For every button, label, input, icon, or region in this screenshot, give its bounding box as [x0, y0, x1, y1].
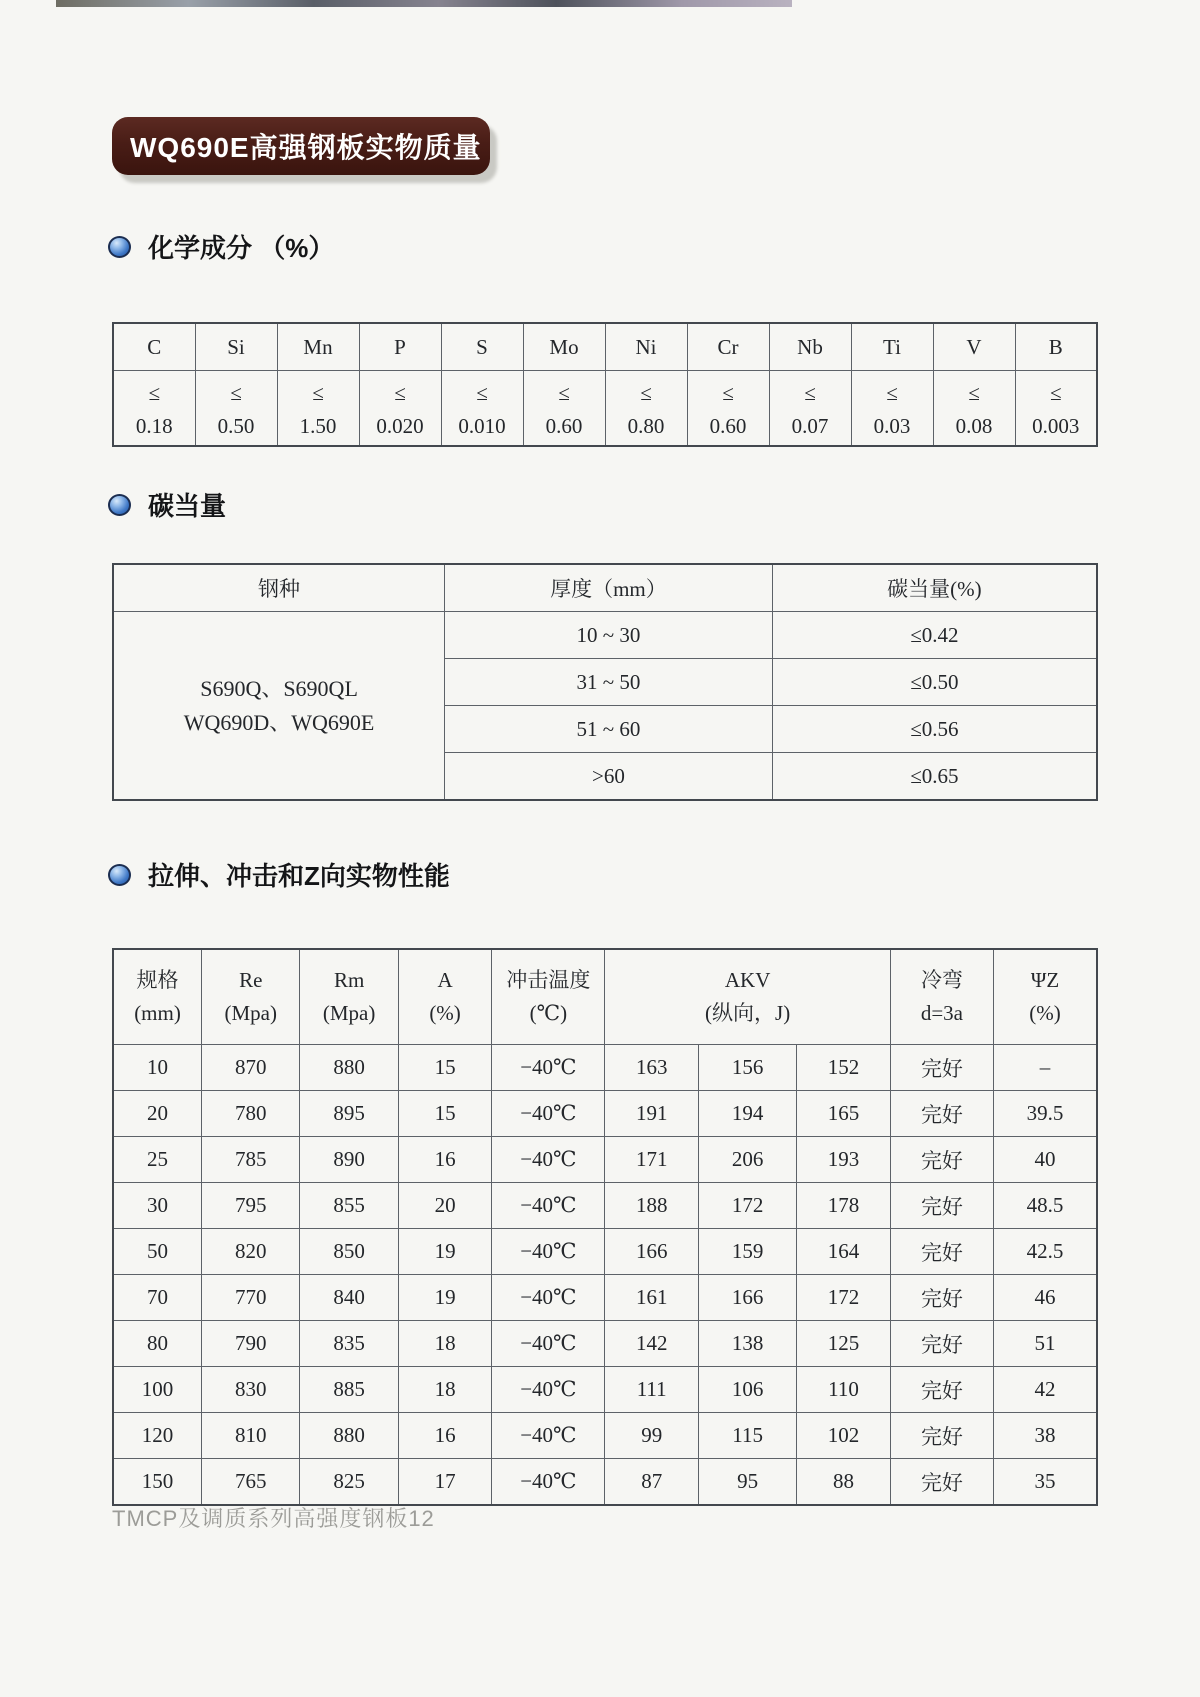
ceq-cell: ≤0.65 — [772, 753, 1097, 801]
table-cell: 115 — [698, 1413, 796, 1459]
element-header: Ni — [605, 323, 687, 371]
bullet-sphere-icon — [108, 236, 131, 258]
table-cell: 完好 — [890, 1091, 993, 1137]
limit-symbol: ≤ — [476, 381, 488, 405]
table-cell: 18 — [398, 1367, 491, 1413]
table-cell: 150 — [113, 1459, 202, 1506]
limit-symbol: ≤ — [640, 381, 652, 405]
table-cell: 895 — [300, 1091, 398, 1137]
carbon-equivalent-table — [112, 563, 1098, 801]
table-cell: −40℃ — [492, 1275, 605, 1321]
table-cell: 完好 — [890, 1459, 993, 1506]
table-cell: 完好 — [890, 1275, 993, 1321]
thickness-cell: 10 ~ 30 — [445, 612, 773, 659]
steel-grade-cell — [113, 612, 445, 801]
table-cell: 193 — [797, 1137, 890, 1183]
ceq-cell: ≤0.56 — [772, 706, 1097, 753]
table-cell: −40℃ — [492, 1229, 605, 1275]
limit-symbol: ≤ — [394, 381, 406, 405]
ceq-cell: ≤0.42 — [772, 612, 1097, 659]
table-cell: 790 — [202, 1321, 300, 1367]
table-cell: 152 — [797, 1045, 890, 1091]
table-row — [113, 1413, 1097, 1459]
col-header-cold-bend: 冷弯 d=3a — [890, 949, 993, 1045]
table-cell: 172 — [698, 1183, 796, 1229]
table-cell: 35 — [994, 1459, 1097, 1506]
table-cell: 188 — [605, 1183, 698, 1229]
section-title-chemistry: 化学成分 （%） — [148, 233, 335, 263]
table-cell: – — [994, 1045, 1097, 1091]
limit-value: 0.003 — [1032, 414, 1080, 438]
table-cell: 171 — [605, 1137, 698, 1183]
table-cell: 880 — [300, 1413, 398, 1459]
table-cell: 30 — [113, 1183, 202, 1229]
table-cell: 810 — [202, 1413, 300, 1459]
table-cell: 19 — [398, 1229, 491, 1275]
limit-value: 0.010 — [458, 414, 506, 438]
table-row — [113, 1229, 1097, 1275]
table-row — [113, 1137, 1097, 1183]
element-header: Si — [195, 323, 277, 371]
steel-grade-line: S690Q、S690QL — [200, 675, 358, 701]
element-limit-cell — [441, 371, 523, 447]
col-header-re: Re (Mpa) — [202, 949, 300, 1045]
table-cell: −40℃ — [492, 1137, 605, 1183]
col-header-impact-temp: 冲击温度 (℃) — [492, 949, 605, 1045]
ceq-cell: ≤0.50 — [772, 659, 1097, 706]
col-header-grade: 钢种 — [113, 564, 445, 612]
table-cell: 166 — [698, 1275, 796, 1321]
element-limit-cell — [523, 371, 605, 447]
table-cell: 102 — [797, 1413, 890, 1459]
table-cell: 19 — [398, 1275, 491, 1321]
element-header: V — [933, 323, 1015, 371]
table-cell: 48.5 — [994, 1183, 1097, 1229]
table-cell: 885 — [300, 1367, 398, 1413]
table-cell: 159 — [698, 1229, 796, 1275]
table-cell: −40℃ — [492, 1321, 605, 1367]
limit-value: 0.08 — [955, 414, 993, 438]
element-limit-row — [113, 371, 1097, 447]
table-cell: 完好 — [890, 1413, 993, 1459]
table-cell: 825 — [300, 1459, 398, 1506]
table-cell: 88 — [797, 1459, 890, 1506]
table-cell: 38 — [994, 1413, 1097, 1459]
thickness-cell: 31 ~ 50 — [445, 659, 773, 706]
table-cell: 20 — [398, 1183, 491, 1229]
col-header-psiz: ΨZ (%) — [994, 949, 1097, 1045]
element-limit-cell — [113, 371, 195, 447]
mechanical-properties-table — [112, 948, 1098, 1506]
table-cell: 40 — [994, 1137, 1097, 1183]
table-cell: 830 — [202, 1367, 300, 1413]
table-cell: 161 — [605, 1275, 698, 1321]
limit-value: 0.60 — [545, 414, 583, 438]
table-cell: 840 — [300, 1275, 398, 1321]
table-cell: 87 — [605, 1459, 698, 1506]
chemical-composition-table — [112, 322, 1098, 447]
table-cell: 194 — [698, 1091, 796, 1137]
table-header-row — [113, 564, 1097, 612]
limit-value: 0.60 — [709, 414, 747, 438]
thickness-cell: >60 — [445, 753, 773, 801]
element-header: Mn — [277, 323, 359, 371]
table-cell: 165 — [797, 1091, 890, 1137]
limit-symbol: ≤ — [886, 381, 898, 405]
table-cell: 50 — [113, 1229, 202, 1275]
table-cell: 完好 — [890, 1367, 993, 1413]
limit-value: 0.50 — [217, 414, 255, 438]
thickness-cell: 51 ~ 60 — [445, 706, 773, 753]
table-row — [113, 1275, 1097, 1321]
col-header-ceq: 碳当量(%) — [772, 564, 1097, 612]
table-cell: 178 — [797, 1183, 890, 1229]
table-cell: 15 — [398, 1045, 491, 1091]
section-title-carbon: 碳当量 — [148, 491, 227, 521]
element-limit-cell — [605, 371, 687, 447]
table-row — [113, 1183, 1097, 1229]
table-cell: 95 — [698, 1459, 796, 1506]
table-cell: 46 — [994, 1275, 1097, 1321]
element-limit-cell — [687, 371, 769, 447]
scan-edge-strip — [56, 0, 792, 7]
table-cell: 70 — [113, 1275, 202, 1321]
limit-value: 0.18 — [135, 414, 173, 438]
bullet-sphere-icon — [108, 494, 131, 516]
table-cell: 163 — [605, 1045, 698, 1091]
col-header-rm: Rm (Mpa) — [300, 949, 398, 1045]
table-cell: 110 — [797, 1367, 890, 1413]
limit-value: 0.80 — [627, 414, 665, 438]
col-header-size: 规格 (mm) — [113, 949, 202, 1045]
page-title: WQ690E高强钢板实物质量 — [130, 132, 482, 163]
element-header-row — [113, 323, 1097, 371]
element-limit-cell — [277, 371, 359, 447]
table-row — [113, 1321, 1097, 1367]
table-cell: −40℃ — [492, 1459, 605, 1506]
table-cell: 120 — [113, 1413, 202, 1459]
limit-symbol: ≤ — [1049, 381, 1062, 405]
table-cell: 125 — [797, 1321, 890, 1367]
element-header: S — [441, 323, 523, 371]
table-row — [113, 612, 1097, 659]
element-header: B — [1015, 323, 1097, 371]
table-cell: 完好 — [890, 1183, 993, 1229]
table-cell: 99 — [605, 1413, 698, 1459]
element-header: P — [359, 323, 441, 371]
limit-value: 0.020 — [376, 414, 424, 438]
table-cell: 156 — [698, 1045, 796, 1091]
element-header: Cr — [687, 323, 769, 371]
page-title-banner — [112, 117, 490, 175]
col-header-thickness: 厚度（mm） — [445, 564, 773, 612]
table-cell: 835 — [300, 1321, 398, 1367]
element-limit-cell — [933, 371, 1015, 447]
element-limit-cell — [769, 371, 851, 447]
limit-symbol: ≤ — [722, 381, 734, 405]
section-header-carbon — [108, 486, 226, 523]
bullet-sphere-icon — [108, 864, 131, 886]
table-cell: 17 — [398, 1459, 491, 1506]
steel-grade-line: WQ690D、WQ690E — [183, 709, 375, 735]
col-header-akv: AKV (纵向，J) — [605, 949, 890, 1045]
table-cell: −40℃ — [492, 1045, 605, 1091]
table-cell: −40℃ — [492, 1091, 605, 1137]
limit-symbol: ≤ — [558, 381, 570, 405]
col-header-a: A (%) — [398, 949, 491, 1045]
section-header-chemistry — [108, 228, 334, 265]
table-row — [113, 1367, 1097, 1413]
table-row — [113, 1091, 1097, 1137]
table-header-row — [113, 949, 1097, 1045]
table-cell: −40℃ — [492, 1183, 605, 1229]
table-row — [113, 1045, 1097, 1091]
page-footer: TMCP及调质系列高强度钢板12 — [112, 1506, 435, 1531]
table-cell: 166 — [605, 1229, 698, 1275]
limit-symbol: ≤ — [148, 381, 161, 405]
element-header: Mo — [523, 323, 605, 371]
table-cell: 820 — [202, 1229, 300, 1275]
table-cell: 770 — [202, 1275, 300, 1321]
table-row — [113, 1459, 1097, 1506]
table-cell: 20 — [113, 1091, 202, 1137]
limit-symbol: ≤ — [804, 381, 816, 405]
table-cell: 39.5 — [994, 1091, 1097, 1137]
table-cell: 完好 — [890, 1137, 993, 1183]
table-cell: 完好 — [890, 1045, 993, 1091]
element-header: Nb — [769, 323, 851, 371]
table-cell: 25 — [113, 1137, 202, 1183]
table-cell: 106 — [698, 1367, 796, 1413]
element-header: C — [113, 323, 195, 371]
table-cell: 100 — [113, 1367, 202, 1413]
table-cell: 870 — [202, 1045, 300, 1091]
element-limit-cell — [851, 371, 933, 447]
limit-value: 0.07 — [791, 414, 829, 438]
table-cell: −40℃ — [492, 1413, 605, 1459]
table-cell: 完好 — [890, 1321, 993, 1367]
table-cell: 850 — [300, 1229, 398, 1275]
limit-symbol: ≤ — [230, 381, 242, 405]
limit-symbol: ≤ — [968, 381, 980, 405]
table-cell: 138 — [698, 1321, 796, 1367]
table-cell: 164 — [797, 1229, 890, 1275]
table-cell: 206 — [698, 1137, 796, 1183]
limit-value: 0.03 — [873, 414, 911, 438]
table-cell: 795 — [202, 1183, 300, 1229]
table-cell: 18 — [398, 1321, 491, 1367]
table-cell: 51 — [994, 1321, 1097, 1367]
element-limit-cell — [1015, 371, 1097, 447]
table-cell: 16 — [398, 1137, 491, 1183]
table-cell: 10 — [113, 1045, 202, 1091]
table-cell: 890 — [300, 1137, 398, 1183]
table-cell: 191 — [605, 1091, 698, 1137]
element-limit-cell — [195, 371, 277, 447]
element-limit-cell — [359, 371, 441, 447]
table-cell: 880 — [300, 1045, 398, 1091]
mech-table-body — [113, 1045, 1097, 1506]
table-cell: 855 — [300, 1183, 398, 1229]
table-cell: 42 — [994, 1367, 1097, 1413]
table-cell: 765 — [202, 1459, 300, 1506]
table-cell: 42.5 — [994, 1229, 1097, 1275]
section-title-mechanical: 拉伸、冲击和Z向实物性能 — [148, 861, 450, 891]
table-cell: 142 — [605, 1321, 698, 1367]
table-cell: −40℃ — [492, 1367, 605, 1413]
table-cell: 172 — [797, 1275, 890, 1321]
table-cell: 15 — [398, 1091, 491, 1137]
table-cell: 780 — [202, 1091, 300, 1137]
table-cell: 完好 — [890, 1229, 993, 1275]
section-header-mechanical — [108, 856, 450, 893]
limit-symbol: ≤ — [312, 381, 324, 405]
table-cell: 80 — [113, 1321, 202, 1367]
table-cell: 111 — [605, 1367, 698, 1413]
limit-value: 1.50 — [299, 414, 337, 438]
table-cell: 785 — [202, 1137, 300, 1183]
element-header: Ti — [851, 323, 933, 371]
table-cell: 16 — [398, 1413, 491, 1459]
